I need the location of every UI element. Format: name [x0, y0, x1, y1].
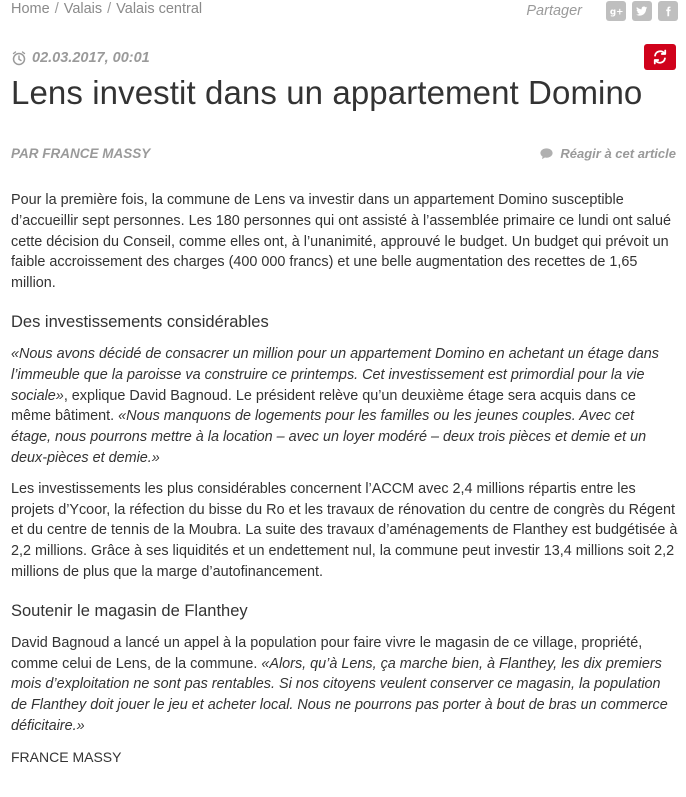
- article-date: [11, 50, 150, 66]
- facebook-icon[interactable]: [658, 1, 678, 21]
- article-title: Lens investit dans un appartement Domino: [11, 74, 643, 111]
- refresh-button[interactable]: [644, 44, 676, 70]
- twitter-icon[interactable]: [632, 1, 652, 21]
- author-signature: FRANCE MASSY: [11, 748, 122, 765]
- paragraph-intro: Pour la première fois, la commune de Lens va investir dans un appartement Domino susceptible d’accueillir sept personnes. Les 180 personnes qui ont assisté à l’assemblée primaire ce lundi ont salué cette décision du Conseil, comme elles ont, à l’unanimité, approuvé le budget. Un budget qui prévoit un faible accroissement des charges (400 000 francs) et une belle augmentation des recettes de 1,65 million.: [11, 192, 671, 292]
- quote: «Alors, qu’à Lens, ça marche bien, à Flanthey, les dix premiers mois d’exploitation ne sont pas rentables. Si nos citoyens veulent conserver ce magasin, la population de Flanthey doit jouer le jeu et acheter local. Nous ne pourrons pas porter à bout de bras un commerce déficitaire.»: [11, 655, 668, 734]
- paragraph-domino: [11, 344, 678, 469]
- clock-icon: [11, 50, 27, 66]
- article-byline: PAR FRANCE MASSY: [11, 146, 151, 161]
- breadcrumb-separator: /: [107, 1, 112, 17]
- paragraph-text: David Bagnoud a lancé un appel à la population pour faire vivre le magasin de ce village, propriété, comme celui de Lens, de la commune.: [11, 634, 643, 672]
- article-date-text: 02.03.2017, 00:01: [32, 50, 150, 66]
- breadcrumb-valais[interactable]: Valais: [63, 1, 103, 17]
- top-bar: [11, 0, 678, 24]
- article-body: [11, 190, 678, 768]
- comment-icon: [539, 146, 554, 161]
- breadcrumb: [11, 1, 202, 17]
- svg-text:g+: g+: [609, 7, 623, 18]
- refresh-icon: [651, 48, 669, 66]
- share-bar: [526, 1, 678, 21]
- share-label: Partager: [526, 3, 582, 19]
- quote: «Nous avons décidé de consacrer un million pour un appartement Domino en achetant un étage dans l’immeuble que la paroisse va construire ce printemps. Cet investissement est primordial pour la vie sociale»: [11, 345, 659, 404]
- breadcrumb-home[interactable]: Home: [11, 1, 50, 17]
- paragraph-text: , explique David Bagnoud. Le président relève qu’un deuxième étage sera acquis dans ce même bâtiment.: [11, 387, 636, 425]
- paragraph-accm: Les investissements les plus considérables concernent l’ACCM avec 2,4 millions répartis entre les projets d’Ycoor, la réfection du bisse du Ro et les travaux de rénovation du centre de congrès du Régent et du centre de tennis de la Moubra. La suite des travaux d’aménagements de Flanthey est budgétisée à 2,2 millions. Grâce à ses liquidités et un endettement nul, la commune peut investir 13,4 millions soit 2,2 millions de plus que la marge d’autofinancement.: [11, 480, 678, 580]
- paragraph-magasin: [11, 633, 678, 737]
- google-plus-icon[interactable]: [606, 1, 626, 21]
- subheading-investissements: Des investissements considérables: [11, 312, 269, 331]
- react-link[interactable]: [539, 146, 676, 161]
- subheading-magasin: Soutenir le magasin de Flanthey: [11, 601, 248, 620]
- react-link-label[interactable]: Réagir à cet article: [560, 146, 676, 161]
- breadcrumb-valais-central[interactable]: Valais central: [116, 1, 203, 17]
- quote: «Nous manquons de logements pour les familles ou les jeunes couples. Avec cet étage, nous pourrons mettre à la location – avec un loyer modéré – deux trois pièces et demie et un deux-pièces et demie.»: [11, 408, 647, 466]
- breadcrumb-separator: /: [54, 1, 59, 17]
